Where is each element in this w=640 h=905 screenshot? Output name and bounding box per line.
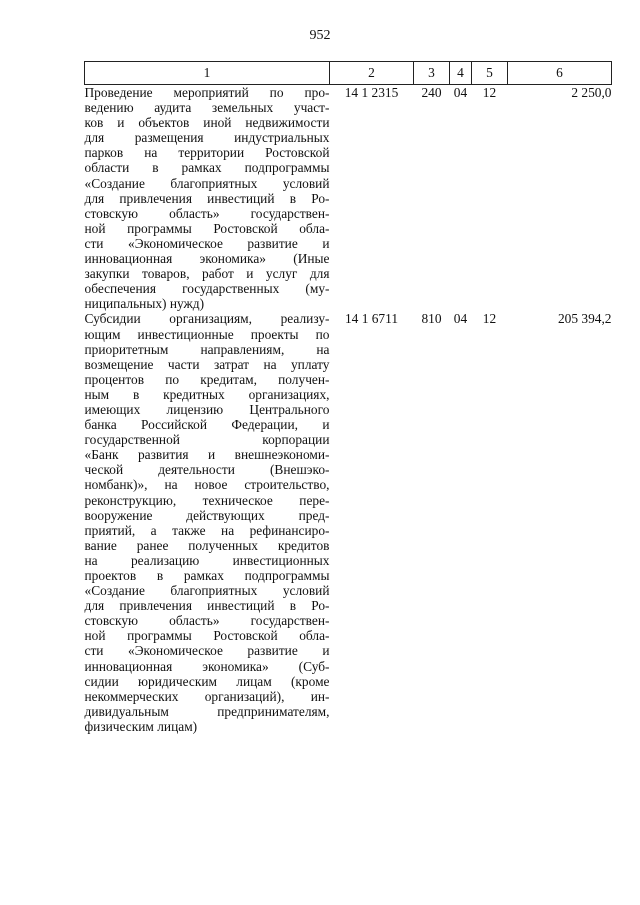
description-line: «Банк развития и внешнеэкономи- [84,447,330,463]
description-line: сти «Экономическое развитие и [84,643,330,659]
column-header-section: 4 [450,62,472,85]
description-line: области в рамках подпрограммы [84,160,330,176]
row-section: 04 [453,311,468,327]
description-line: сти «Экономическое развитие и [84,235,330,251]
description-line: приоритетным направлениям, на [84,341,330,357]
description-line: ческой деятельности (Внешэко- [84,462,330,478]
description-line: реконструкцию, техническое пере- [84,492,330,508]
description-line: обеспечения государственных (му- [84,281,330,297]
row-code: 14 1 2315 [344,85,399,100]
column-header-amount: 6 [508,62,612,85]
description-line: стовскую область» государствен- [84,205,330,221]
column-header-subsection: 5 [472,62,508,85]
description-line: номбанк)», на новое строительство, [84,477,330,493]
description-line: «Создание благоприятных условий [84,583,330,599]
row-expense-type: 240 [421,85,442,100]
description-line: инновационная экономика» (Суб- [84,658,330,674]
description-line: на реализацию инвестиционных [84,552,330,568]
description-line: ющим инвестиционные проекты по [84,326,330,342]
description-line: вооружение действующих пред- [84,507,330,523]
description-line: ным в кредитных организациях, [84,386,330,402]
description-line: ниципальных) нужд) [84,296,205,312]
description-line: стовскую область» государствен- [84,613,330,629]
description-line: ной программы Ростовской обла- [84,220,330,236]
row-amount: 205 394,2 [557,311,612,327]
description-line: Проведение мероприятий по про- [84,85,330,100]
row-expense-type: 810 [421,311,442,327]
row-description [85,85,330,312]
description-line: парков на территории Ростовской [84,145,330,161]
description-line: возмещение части затрат на уплату [84,356,330,372]
row-subsection: 12 [482,85,497,100]
row-subsection: 12 [482,311,497,327]
description-line: проектов в рамках подпрограммы [84,568,330,583]
description-line: для привлечения инвестиций в Ро- [84,190,330,206]
row-section: 04 [453,85,468,100]
description-line: «Создание благоприятных условий [84,175,330,191]
table-row [85,311,612,734]
description-line: дивидуальным предпринимателям, [84,703,330,719]
row-amount: 2 250,0 [571,85,612,100]
description-line: процентов по кредитам, получен- [84,371,330,387]
description-line: сидии юридическим лицам (кроме [84,673,330,689]
description-line: инновационная экономика» (Иные [84,251,330,267]
description-line: вание ранее полученных кредитов [84,537,330,553]
description-line: физическим лицам) [84,718,198,734]
description-line: государственной корпорации [84,432,330,448]
column-header-code: 2 [330,62,414,85]
description-line: банка Российской Федерации, и [84,417,330,433]
description-line: приятий, а также на рефинансиро- [84,522,330,538]
column-header-description: 1 [85,62,330,85]
page-number: 952 [309,28,331,43]
description-line: некоммерческих организаций), ин- [84,688,330,704]
description-line: ной программы Ростовской обла- [84,628,330,644]
column-header-expense-type: 3 [414,62,450,85]
description-line: закупки товаров, работ и услуг для [84,266,330,282]
table-row [85,85,612,312]
row-code: 14 1 6711 [344,311,399,327]
row-description [85,311,330,734]
budget-table [84,61,612,734]
description-line: для привлечения инвестиций в Ро- [84,598,330,614]
description-line: для размещения индустриальных [84,130,330,146]
table-header-row [85,62,612,85]
description-line: ков и объектов иной недвижимости [84,115,330,131]
table-body [85,85,612,735]
description-line: имеющих лицензию Центрального [84,401,330,417]
description-line: ведению аудита земельных участ- [84,100,330,116]
description-line: Субсидии организациям, реализу- [84,311,330,327]
